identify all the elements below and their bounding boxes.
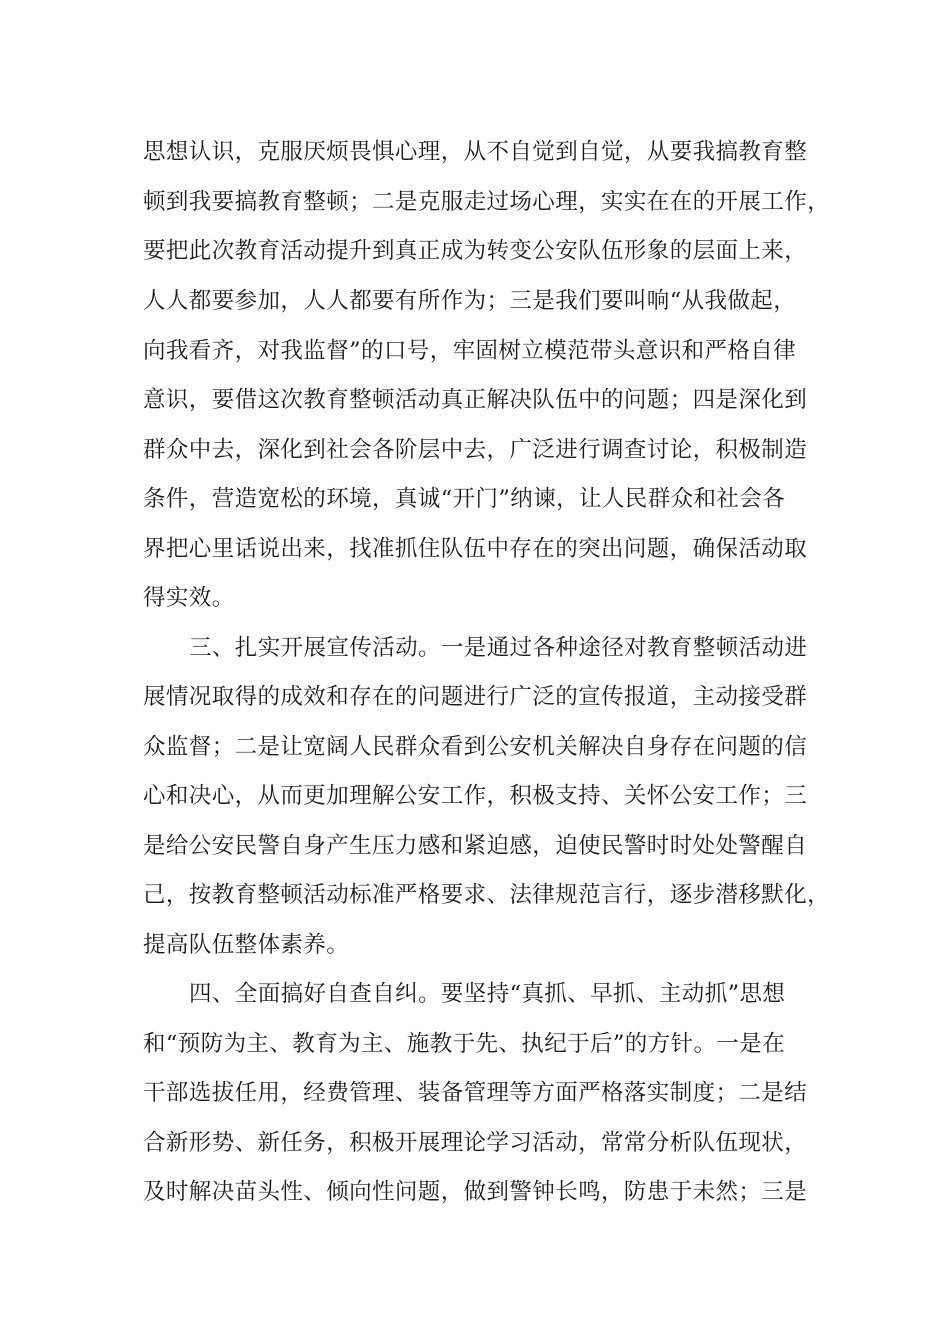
text-line: 提高队伍整体素养。 — [143, 932, 350, 958]
text-line: 及时解决苗头性、倾向性问题，做到警钟长鸣，防患于未然；三是 — [143, 1179, 808, 1205]
text-line: 众监督；二是让宽阔人民群众看到公安机关解决自身存在问题的信 — [143, 734, 808, 760]
text-line: 己，按教育整顿活动标准严格要求、法律规范言行，逐步潜移默化， — [143, 882, 831, 908]
paragraph-heading-3: 三、扎实开展宣传活动。一是通过各种途径对教育整顿活动进 — [189, 635, 808, 661]
text-line: 人人都要参加，人人都要有所作为；三是我们要叫响“从我做起， — [143, 288, 797, 314]
text-line: 群众中去，深化到社会各阶层中去，广泛进行调查讨论，积极制造 — [143, 437, 808, 463]
text-line: 意识，要借这次教育整顿活动真正解决队伍中的问题；四是深化到 — [143, 387, 808, 413]
text-line: 得实效。 — [143, 585, 235, 611]
text-line: 和“预防为主、教育为主、施教于先、执纪于后”的方针。一是在 — [143, 1031, 786, 1057]
text-line: 展情况取得的成效和存在的问题进行广泛的宣传报道，主动接受群 — [143, 684, 808, 710]
text-line: 思想认识，克服厌烦畏惧心理，从不自觉到自觉，从要我搞教育整 — [143, 139, 808, 165]
paragraph-heading-4: 四、全面搞好自查自纠。要坚持“真抓、早抓、主动抓”思想 — [189, 981, 786, 1007]
text-line: 合新形势、新任务，积极开展理论学习活动，常常分析队伍现状， — [143, 1130, 808, 1156]
text-line: 心和决心，从而更加理解公安工作，积极支持、关怀公安工作；三 — [143, 783, 808, 809]
text-line: 干部选拔任用，经费管理、装备管理等方面严格落实制度；二是结 — [143, 1080, 808, 1106]
text-line: 条件，营造宽松的环境，真诚“开门”纳谏，让人民群众和社会各 — [143, 486, 786, 512]
text-line: 要把此次教育活动提升到真正成为转变公安队伍形象的层面上来， — [143, 238, 808, 264]
text-line: 向我看齐，对我监督”的口号，牢固树立模范带头意识和严格自律 — [143, 338, 797, 364]
text-line: 顿到我要搞教育整顿；二是克服走过场心理，实实在在的开展工作， — [143, 189, 831, 215]
text-line: 是给公安民警自身产生压力感和紧迫感，迫使民警时时处处警醒自 — [143, 833, 808, 859]
text-line: 界把心里话说出来，找准抓住队伍中存在的突出问题，确保活动取 — [143, 536, 808, 562]
